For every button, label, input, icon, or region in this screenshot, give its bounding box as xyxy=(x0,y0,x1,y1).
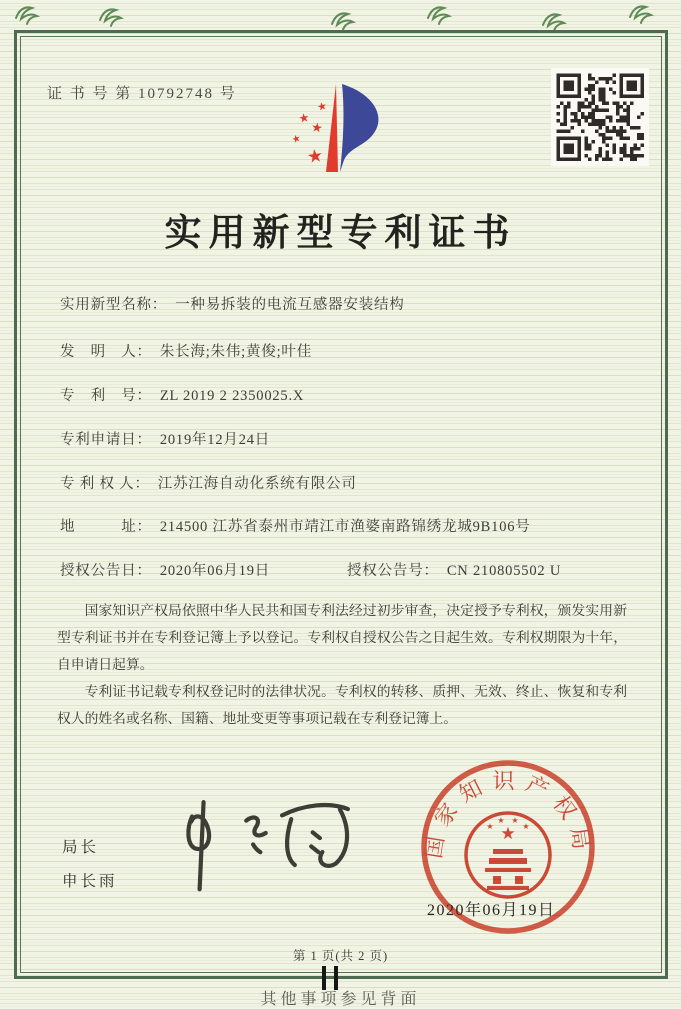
field-row-patentee xyxy=(60,472,632,493)
field-value: 214500 江苏省泰州市靖江市渔婆南路锦绣龙城9B106号 xyxy=(159,519,531,535)
field-value: CN 210805502 U xyxy=(446,563,562,579)
cnipa-logo xyxy=(274,74,406,185)
vine-decoration xyxy=(0,0,681,34)
svg-text:★: ★ xyxy=(315,98,329,114)
field-label: 专 利 权 人： xyxy=(60,476,150,492)
field-pair-grant-number xyxy=(347,559,561,580)
field-row-address xyxy=(60,515,632,536)
signer-title: 局长 xyxy=(62,839,100,856)
certificate-title: 实用新型专利证书 xyxy=(164,213,517,254)
national-emblem-icon xyxy=(466,813,550,897)
qr-code-icon xyxy=(551,68,649,166)
director-signature xyxy=(163,789,366,896)
field-row-filing-date xyxy=(60,428,632,449)
field-row-inventors xyxy=(60,340,632,361)
seal-text-arc: 国家知识产权局 xyxy=(420,768,596,861)
field-label: 地 址： xyxy=(60,519,152,535)
svg-text:★: ★ xyxy=(500,824,516,844)
qr-code xyxy=(551,68,649,171)
fold-mark xyxy=(334,966,338,990)
cnipa-logo-icon xyxy=(274,74,406,180)
field-label: 专利申请日： xyxy=(60,432,152,448)
field-value: 2020年06月19日 xyxy=(159,563,271,579)
field-value: 一种易拆装的电流互感器安装结构 xyxy=(175,297,405,313)
svg-text:★: ★ xyxy=(310,120,324,137)
signer-name: 申长雨 xyxy=(62,873,118,890)
clipped-bottom-note: 其他事项参见背面 xyxy=(260,991,421,1008)
field-label: 发 明 人： xyxy=(60,344,152,360)
field-label: 授权公告日： xyxy=(60,563,152,579)
svg-text:★: ★ xyxy=(290,132,303,147)
field-label: 专 利 号： xyxy=(60,388,152,404)
svg-text:★: ★ xyxy=(305,144,325,169)
fold-mark xyxy=(322,966,326,990)
seal-date: 2020年06月19日 xyxy=(427,902,556,919)
legal-paragraph-1: 国家知识产权局依照中华人民共和国专利法经过初步审查，决定授予专利权，颁发实用新型专利证书并在专利登记簿上予以登记。专利权自授权公告之日起生效。专利权期限为十年，自申请日起算。 xyxy=(57,603,627,672)
page-number: 第 1 页(共 2 页) xyxy=(292,949,389,963)
svg-text:★: ★ xyxy=(486,822,494,831)
field-value: ZL 2019 2 2350025.X xyxy=(159,388,305,404)
svg-text:★: ★ xyxy=(511,816,519,825)
field-label: 授权公告号： xyxy=(347,563,439,579)
field-row-name xyxy=(60,293,632,314)
svg-text:★: ★ xyxy=(497,816,505,825)
legal-text-block xyxy=(57,598,627,732)
field-row-grant xyxy=(60,559,632,580)
svg-text:★: ★ xyxy=(297,110,311,126)
certificate-number: 证 书 号 第 10792748 号 xyxy=(47,86,237,102)
field-label: 实用新型名称： xyxy=(60,297,168,313)
legal-paragraph-2: 专利证书记载专利权登记时的法律状况。专利权的转移、质押、无效、终止、恢复和专利权人的姓名或名称、国籍、地址变更等事项记载在专利登记簿上。 xyxy=(57,683,627,726)
field-value: 2019年12月24日 xyxy=(159,432,271,448)
svg-text:★: ★ xyxy=(522,822,530,831)
field-value: 江苏江海自动化系统有限公司 xyxy=(157,476,357,492)
field-row-patent-number xyxy=(60,384,632,405)
field-value: 朱长海;朱伟;黄俊;叶佳 xyxy=(159,344,312,360)
